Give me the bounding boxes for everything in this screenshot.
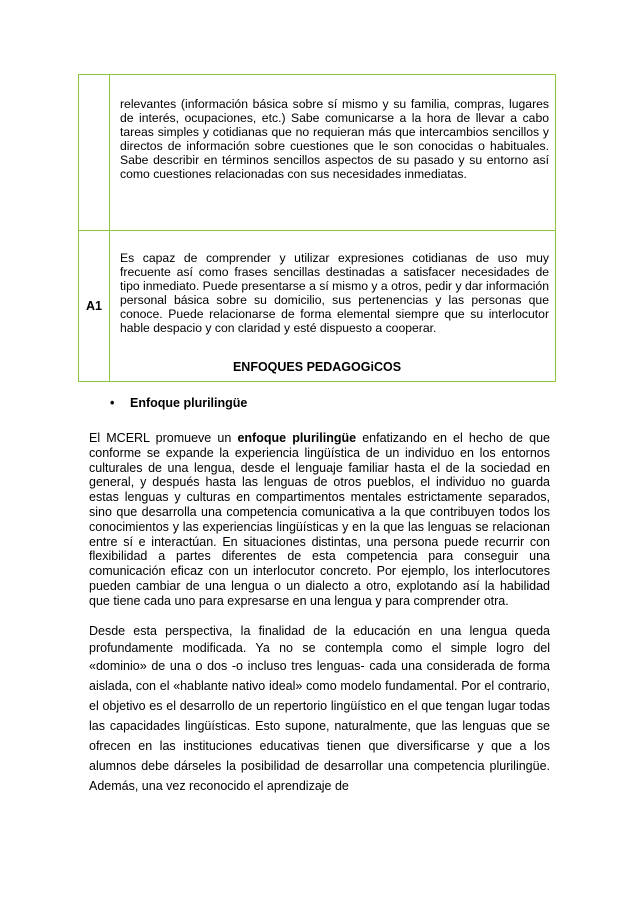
level-description: Es capaz de comprender y utilizar expresiones cotidianas de uso muy frecuente así como frases sencillas destinadas a satisfacer necesidades de tipo inmediato. Puede presentarse a sí mismo y a otros, pedir y dar información personal básica sobre su domicilio, sus pertenencias y las personas que conoce. Puede relacionarse de forma elemental siempre que su interlocutor hable despacio y con claridad y esté dispuesto a cooperar. bbox=[110, 231, 556, 382]
bullet-icon: • bbox=[110, 396, 115, 410]
paragraph-emphasis: enfoque plurilingüe bbox=[237, 431, 357, 445]
reference-levels-table bbox=[78, 74, 556, 382]
level-cell bbox=[79, 75, 110, 231]
paragraph-part2: forma aislada, con el «hablante nativo ideal» como modelo fundamental. Por el contrario, el objetivo es el desarrollo de un repertorio lingüístico en el que tengan lugar todas las capacidades lingüísticas. Esto supone, naturalmente, que las lenguas que se ofrecen en las instituciones educativas tienen que diversificarse y que a los alumnos debe dárseles la posibilidad de desarrollar una competencia plurilingüe. Además, una vez reconocido el aprendizaje de bbox=[89, 659, 550, 793]
level-description: relevantes (información básica sobre sí mismo y su familia, compras, lugares de interés, ocupaciones, etc.) Sabe comunicarse a la hora de llevar a cabo tareas simples y cotidianas que no requieran más que intercambios sencillos y directos de información sobre cuestiones que le son conocidas o habituales. Sabe describir en términos sencillos aspectos de su pasado y su entorno así como cuestiones relacionadas con sus necesidades inmediatas. bbox=[110, 75, 556, 231]
bullet-heading-text: Enfoque plurilingüe bbox=[130, 396, 248, 410]
level-cell: A1 bbox=[79, 231, 110, 382]
paragraph-perspective bbox=[89, 623, 550, 796]
bullet-heading bbox=[110, 396, 247, 410]
table-row bbox=[79, 231, 556, 382]
paragraph-intro: El MCERL promueve un bbox=[89, 431, 238, 445]
paragraph-plurilingual-approach bbox=[89, 431, 550, 609]
paragraph-body: enfatizando en el hecho de que conforme se expande la experiencia lingüística de un individuo en los entornos culturales de una lengua, desde el lenguaje familiar hasta el de la sociedad en general, y después hasta las lenguas de otros pueblos, el individuo no guarda estas lenguas y culturas en compartimentos mentales estrictamente separados, sino que desarrolla una competencia comunicativa a la que contribuyen todos los conocimientos y las experiencias lingüísticas y en la que las lenguas se relacionan entre sí e interactúan. En situaciones distintas, una persona puede recurrir con flexibilidad a partes diferentes de esta competencia para conseguir una comunicación eficaz con un interlocutor concreto. Por ejemplo, los interlocutores pueden cambiar de una lengua o un dialecto a otro, explotando así la habilidad que tiene cada uno para expresarse en una lengua y para comprender otra. bbox=[89, 431, 550, 608]
paragraph-part1: Desde esta perspectiva, la finalidad de la educación en una lengua queda profundamente modificada. Ya no se contempla como el simple logro del «dominio» de una o dos -o incluso tres lenguas- cada una considerada de bbox=[89, 624, 550, 673]
table-row bbox=[79, 75, 556, 231]
section-title: ENFOQUES PEDAGOGiCOS bbox=[232, 360, 402, 374]
